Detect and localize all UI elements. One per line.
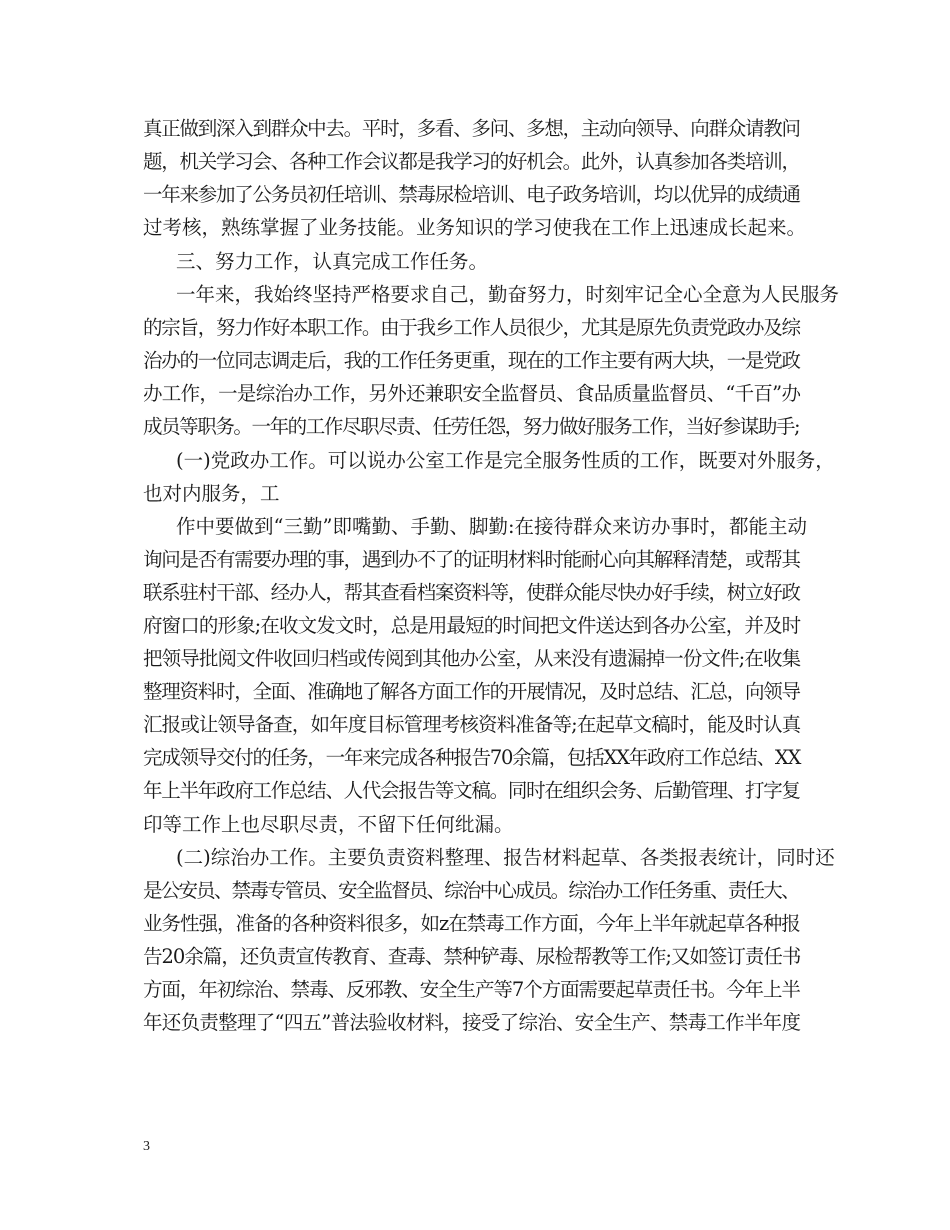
text-line: 成员等职务。一年的工作尽职尽责、任劳任怨，努力做好服务工作，当好参谋助手; [143, 415, 800, 438]
text-line: 印等工作上也尽职尽责，不留下任何纰漏。 [143, 813, 514, 836]
text-line: (二)综治办工作。主要负责资料整理、报告材料起草、各类报表统计，同时还 [176, 846, 835, 869]
text-line: 三、努力工作，认真完成工作任务。 [176, 250, 489, 273]
text-line: 告20余篇，还负责宣传教育、查毒、禁种铲毒、尿检帮教等工作;又如签订责任书 [143, 945, 801, 968]
text-line: 真正做到深入到群众中去。平时，多看、多问、多想，主动向领导、向群众请教问 [143, 117, 800, 140]
text-line: (一)党政办工作。可以说办公室工作是完全服务性质的工作，既要对外服务， [176, 449, 835, 472]
text-line: 过考核，熟练掌握了业务技能。业务知识的学习使我在工作上迅速成长起来。 [143, 216, 807, 239]
text-line: 询问是否有需要办理的事，遇到办不了的证明材料时能耐心向其解释清楚，或帮其 [143, 548, 800, 571]
text-line: 办工作，一是综治办工作，另外还兼职安全监督员、食品质量监督员、“千百”办 [143, 382, 801, 405]
text-line: 业务性强，准备的各种资料很多，如z在禁毒工作方面，今年上半年就起草各种报 [143, 912, 800, 935]
page-number: 3 [143, 1139, 150, 1154]
text-line: 治办的一位同志调走后，我的工作任务更重，现在的工作主要有两大块，一是党政 [143, 349, 800, 372]
text-line: 方面，年初综治、禁毒、反邪教、安全生产等7个方面需要起草责任书。今年上半 [143, 978, 800, 1001]
text-line: 完成领导交付的任务，一年来完成各种报告70余篇，包括XX年政府工作总结、XX [143, 746, 801, 769]
text-line: 汇报或让领导备查，如年度目标管理考核资料准备等;在起草文稿时，能及时认真 [143, 713, 801, 736]
text-line: 是公安员、禁毒专管员、安全监督员、综治中心成员。综治办工作任务重、责任大、 [143, 879, 799, 902]
text-line: 联系驻村干部、经办人，帮其查看档案资料等，使群众能尽快办好手续，树立好政 [143, 581, 800, 604]
text-line: 府窗口的形象;在收文发文时，总是用最短的时间把文件送达到各办公室，并及时 [143, 614, 801, 637]
text-line: 年上半年政府工作总结、人代会报告等文稿。同时在组织会务、后勤管理、打字复 [143, 779, 800, 802]
text-line: 把领导批阅文件收回归档或传阅到其他办公室，从来没有遗漏掉一份文件;在收集 [143, 647, 801, 670]
text-line: 一年来，我始终坚持严格要求自己，勤奋努力，时刻牢记全心全意为人民服务 [176, 283, 840, 306]
text-line: 整理资料时，全面、准确地了解各方面工作的开展情况，及时总结、汇总，向领导 [143, 680, 800, 703]
text-line: 一年来参加了公务员初任培训、禁毒尿检培训、电子政务培训，均以优异的成绩通 [143, 183, 800, 206]
text-line: 的宗旨，努力作好本职工作。由于我乡工作人员很少，尤其是原先负责党政办及综 [143, 316, 800, 339]
text-line: 题，机关学习会、各种工作会议都是我学习的好机会。此外，认真参加各类培训， [143, 150, 800, 173]
text-line: 年还负责整理了“四五”普法验收材料，接受了综治、安全生产、禁毒工作半年度 [143, 1011, 801, 1034]
text-line: 也对内服务，工 [143, 482, 280, 505]
text-line: 作中要做到“三勤”即嘴勤、手勤、脚勤:在接待群众来访办事时，都能主动 [176, 515, 808, 538]
